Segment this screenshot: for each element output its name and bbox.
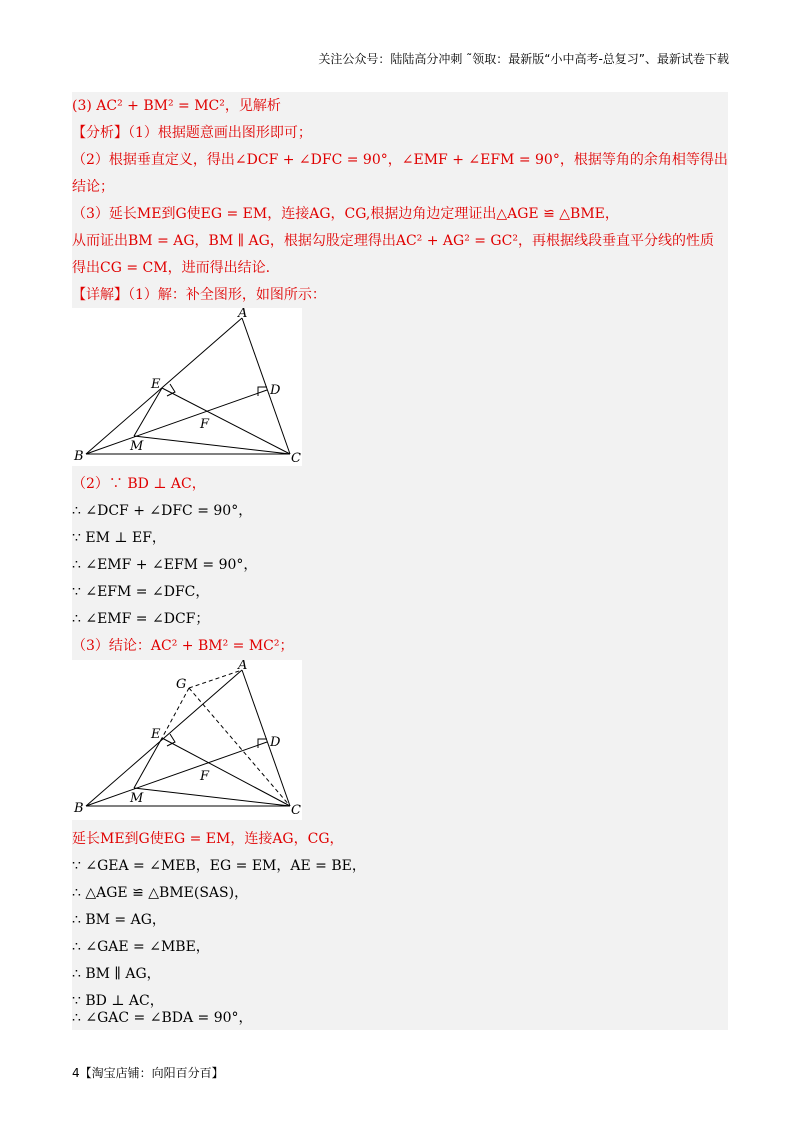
label-F: F: [200, 417, 210, 432]
proof3-line-3: ∴ △AGE ≌ △BME(SAS)，: [72, 885, 249, 901]
triangle-diagram-1: [72, 308, 302, 466]
analysis-line-6: 得出CG = CM，进而得出结论.: [72, 260, 271, 276]
label-E: E: [151, 377, 161, 392]
geometry-figure-2: [72, 660, 302, 820]
proof3-line-7: ∵ BD ⊥ AC，: [72, 993, 164, 1009]
proof3-line-4: ∴ BM = AG，: [72, 912, 166, 928]
proof3-line-1: 延长ME到G使EG = EM，连接AG，CG，: [72, 831, 344, 847]
label-M: M: [130, 791, 144, 806]
proof2-line-3: ∵ EM ⊥ EF，: [72, 530, 166, 546]
label-B: B: [74, 449, 84, 464]
analysis-line-3: 结论；: [72, 179, 114, 195]
analysis-line-5: 从而证出BM = AG，BM ∥ AG，根据勾股定理得出AC² + AG² = GC²，再根据线段垂直平分线的性质: [72, 233, 714, 249]
label-A: A: [238, 308, 248, 321]
proof2-line-2: ∴ ∠DCF + ∠DFC = 90°，: [72, 503, 253, 519]
geometry-figure-1: [72, 308, 302, 466]
analysis-line-4: （3）延长ME到G使EG = EM，连接AG，CG,根据边角边定理证出△AGE ≌ △BME，: [72, 206, 619, 222]
page-header: 关注公众号：陆陆高分冲刺 ˜领取：最新版“小中高考-总复习”、最新试卷下载: [318, 52, 729, 66]
conclusion3-line: （3）结论：AC² + BM² = MC²；: [72, 638, 294, 654]
label-C: C: [291, 451, 301, 466]
label-F: F: [200, 769, 210, 784]
label-C: C: [291, 803, 301, 818]
proof3-line-6: ∴ BM ∥ AG，: [72, 966, 161, 982]
solution-content: [72, 92, 728, 1030]
analysis-line-2: （2）根据垂直定义，得出∠DCF + ∠DFC = 90°，∠EMF + ∠EFM = 90°，根据等角的余角相等得出: [72, 152, 728, 168]
proof2-line-5: ∵ ∠EFM = ∠DFC，: [72, 584, 210, 600]
label-B: B: [74, 801, 84, 816]
label-D: D: [270, 383, 281, 398]
proof3-line-5: ∴ ∠GAE = ∠MBE，: [72, 939, 210, 955]
label-E: E: [151, 727, 161, 742]
analysis-line-1: 【分析】（1）根据题意画出图形即可；: [72, 125, 312, 141]
proof2-line-4: ∴ ∠EMF + ∠EFM = 90°，: [72, 557, 258, 573]
page-footer: 4【淘宝店铺：向阳百分百】: [72, 1066, 224, 1080]
detail-line-1: 【详解】（1）解：补全图形，如图所示：: [72, 287, 326, 303]
label-G: G: [176, 677, 187, 692]
answer-line-1: (3) AC² + BM² = MC²，见解析: [72, 98, 281, 114]
label-D: D: [270, 735, 281, 750]
label-A: A: [238, 660, 248, 673]
proof2-line-6: ∴ ∠EMF = ∠DCF；: [72, 611, 210, 627]
proof3-line-8: ∴ ∠GAC = ∠BDA = 90°，: [72, 1010, 253, 1026]
label-M: M: [130, 439, 144, 454]
triangle-diagram-2: [72, 660, 302, 820]
proof2-line-1: （2）∵ BD ⊥ AC，: [72, 476, 206, 492]
proof3-line-2: ∵ ∠GEA = ∠MEB，EG = EM，AE = BE，: [72, 858, 366, 874]
